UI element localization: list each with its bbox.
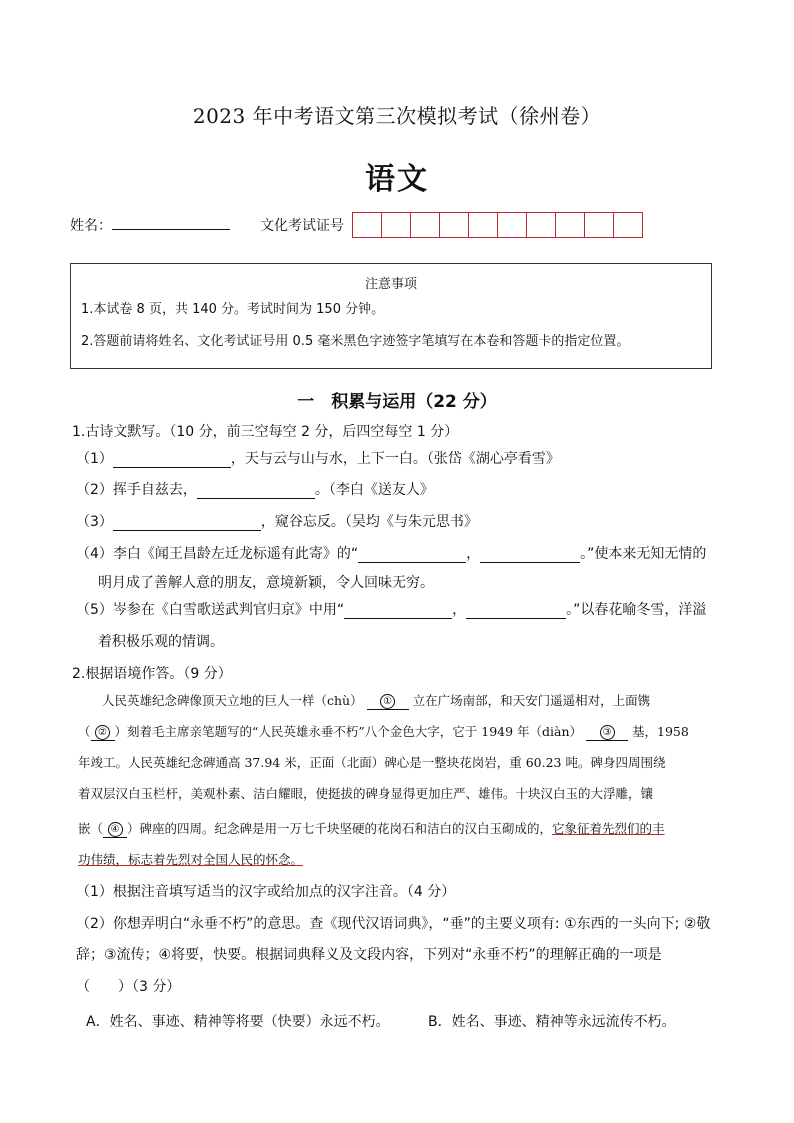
answer-blank[interactable]: [367, 693, 409, 710]
q1-part1: [76, 448, 560, 468]
exam-id-boxes[interactable]: [352, 212, 643, 238]
q1-part5: [76, 599, 706, 619]
passage-line-5: [78, 819, 665, 838]
q1-part4: [76, 543, 706, 563]
passage-line-2: [78, 722, 689, 741]
notice-item-2: 2.答题前请将姓名、文化考试证号用 0.5 毫米黑色字迹签字笔填写在本卷和答题卡的指定位置。: [81, 334, 630, 349]
exam-id-box[interactable]: [585, 213, 614, 237]
answer-blank[interactable]: [466, 602, 566, 619]
blank-marker-4: ④: [108, 822, 123, 837]
passage-text: （: [78, 724, 91, 739]
notice-box: [70, 263, 712, 369]
answer-blank[interactable]: [197, 482, 315, 499]
part-text: 。”使本来无知无情的: [580, 546, 707, 562]
blank-marker-2: ②: [95, 725, 110, 740]
exam-id-box[interactable]: [469, 213, 498, 237]
exam-id-box[interactable]: [382, 213, 411, 237]
answer-blank[interactable]: [113, 514, 261, 531]
answer-blank[interactable]: [344, 602, 452, 619]
answer-blank[interactable]: [113, 451, 231, 468]
part-text: ，天与云与山与水，上下一白。（张岱《湖心亭看雪》: [230, 451, 560, 467]
part-text: 。”以春花喻冬雪，洋溢: [566, 602, 707, 618]
exam-id-label: 文化考试证号: [260, 218, 344, 234]
option-a[interactable]: A．姓名、事迹、精神等将要（快要）永远不朽。: [86, 1014, 390, 1030]
part-text: 。（李白《送友人》: [314, 482, 434, 498]
notice-item-1: 1.本试卷 8 页，共 140 分。考试时间为 150 分钟。: [81, 302, 385, 317]
q1-part2: [76, 479, 434, 499]
exam-id-box[interactable]: [411, 213, 440, 237]
part-text: （5）岑参在《白雪歌送武判官归京》中用“: [76, 602, 345, 618]
passage-text: 嵌（: [78, 821, 104, 836]
part-number: （3）: [76, 514, 113, 530]
q2-answer-bracket[interactable]: （ ）（3 分）: [76, 979, 181, 995]
exam-id-box[interactable]: [440, 213, 469, 237]
q1-part5-cont: 着积极乐观的情调。: [98, 634, 224, 650]
blank-marker-1: ①: [380, 694, 395, 709]
blank-marker-3: ③: [600, 725, 615, 740]
exam-id-box[interactable]: [556, 213, 585, 237]
name-label: 姓名：: [70, 218, 112, 234]
part-text: ，窥谷忘反。（吴均《与朱元思书》: [260, 514, 478, 530]
option-b[interactable]: B．姓名、事迹、精神等永远流传不朽。: [428, 1014, 676, 1030]
q1-stem: 1.古诗文默写。（10 分，前三空每空 2 分，后四空每空 1 分）: [72, 424, 459, 440]
answer-blank[interactable]: [358, 546, 466, 563]
passage-text: 人民英雄纪念碑像顶天立地的巨人一样（chù）: [102, 693, 363, 708]
passage-text: ）刻着毛主席亲笔题写的“人民英雄永垂不朽”八个金色大字，它于 1949 年（diàn）: [114, 724, 583, 739]
part-text: （4）李白《闻王昌龄左迁龙标遥有此寄》的“: [76, 546, 359, 562]
exam-id-box[interactable]: [527, 213, 556, 237]
subject-title: 语文: [365, 162, 429, 197]
q2-sub2: （2）你想弄明白“永垂不朽”的意思。查《现代汉语词典》，“垂”的主要义项有: ①东西的一头向下; ②敬: [76, 916, 711, 932]
answer-blank[interactable]: [91, 724, 115, 741]
part-text: ，: [466, 546, 481, 562]
underlined-sentence: 它象征着先烈们的丰: [552, 821, 665, 836]
name-field-row: [70, 215, 230, 235]
q2-stem: 2.根据语境作答。（9 分）: [72, 666, 232, 682]
answer-blank[interactable]: [480, 546, 580, 563]
q1-part4-cont: 明月成了善解人意的朋友，意境新颖，令人回味无穷。: [98, 575, 434, 591]
exam-title: 2023 年中考语文第三次模拟考试（徐州卷）: [192, 104, 602, 128]
passage-text: 立在广场南部，和天安门遥遥相对，上面镌: [412, 693, 651, 708]
q2-sub1: （1）根据注音填写适当的汉字或给加点的汉字注音。（4 分）: [76, 884, 456, 900]
passage-text: 基，1958: [632, 724, 689, 739]
q2-sub2-cont: 辞；③流传；④将要，快要。根据词典释义及文段内容，下列对“永垂不朽”的理解正确的一项是: [76, 947, 662, 963]
exam-id-box[interactable]: [614, 213, 642, 237]
notice-title: 注意事项: [364, 277, 417, 292]
passage-line-3: 年竣工。人民英雄纪念碑通高 37.94 米，正面（北面）碑心是一整块花岗岩，重 60.23 吨。碑身四周围绕: [78, 755, 666, 770]
part-text: ，: [452, 602, 467, 618]
passage-text: ）碑座的四周。纪念碑是用一万七千块坚硬的花岗石和洁白的汉白玉砌成的，: [127, 821, 553, 836]
name-blank[interactable]: [112, 215, 230, 230]
exam-id-box[interactable]: [498, 213, 527, 237]
exam-id-box[interactable]: [353, 213, 382, 237]
section-title: 一 积累与运用（22 分）: [297, 392, 497, 412]
passage-line-1: [102, 691, 650, 710]
passage-line-4: 着双层汉白玉栏杆，美观朴素、洁白耀眼，使挺拔的碑身显得更加庄严、雄伟。十块汉白玉的大浮雕，镶: [78, 786, 654, 801]
part-text: （2）挥手自兹去，: [76, 482, 197, 498]
answer-blank[interactable]: [586, 724, 628, 741]
answer-blank[interactable]: [103, 821, 127, 838]
q1-part3: [76, 511, 478, 531]
underlined-sentence-cont: 功伟绩，标志着先烈对全国人民的怀念。: [78, 852, 304, 867]
part-number: （1）: [76, 451, 113, 467]
